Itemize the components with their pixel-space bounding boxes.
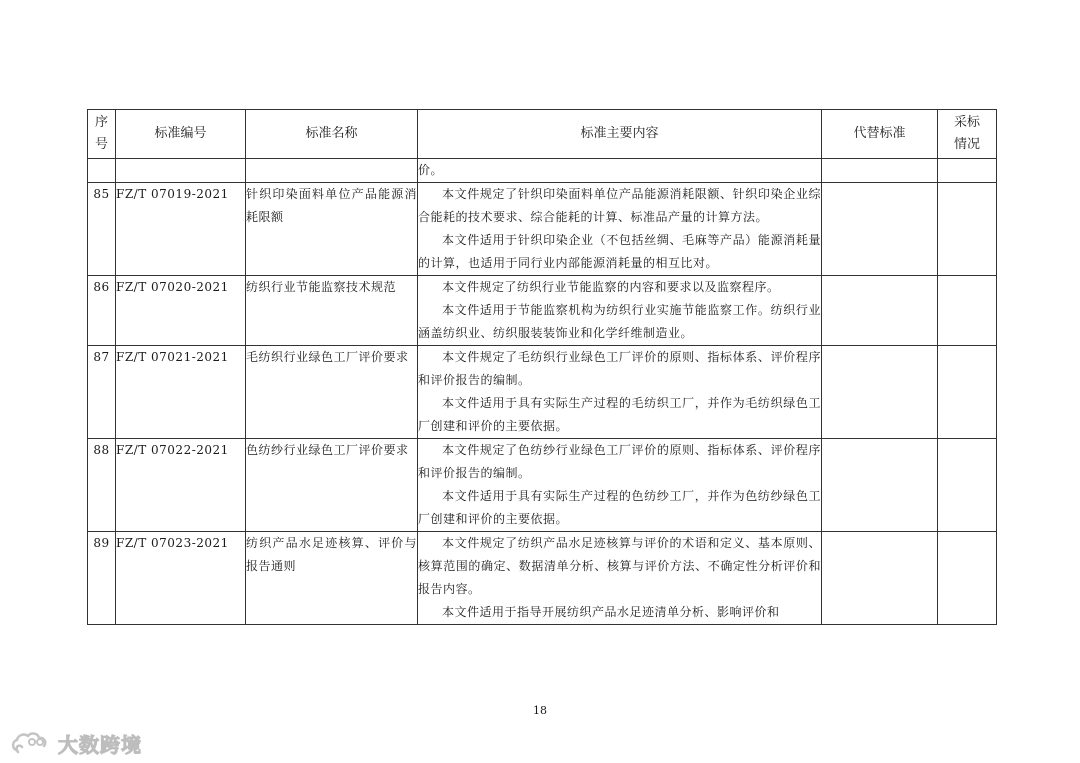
standard-content bbox=[418, 276, 822, 346]
header-name: 标准名称 bbox=[246, 110, 418, 159]
adopt-cell bbox=[938, 183, 997, 276]
standard-code: FZ/T 07023-2021 bbox=[116, 532, 246, 625]
standard-name: 毛纺织行业绿色工厂评价要求 bbox=[246, 346, 418, 439]
standard-content bbox=[418, 439, 822, 532]
content-paragraph: 本文件规定了针织印染面料单位产品能源消耗限额、针织印染企业综合能耗的技术要求、综合能耗的计算、标准品产量的计算方法。 bbox=[418, 187, 821, 224]
header-adopt: 采标情况 bbox=[938, 110, 997, 159]
page-number: 18 bbox=[533, 704, 547, 717]
standards-table bbox=[87, 109, 997, 625]
standard-code: FZ/T 07019-2021 bbox=[116, 183, 246, 276]
row-number: 85 bbox=[88, 183, 116, 276]
replace-cell bbox=[822, 276, 938, 346]
table-row bbox=[88, 276, 997, 346]
standard-content bbox=[418, 183, 822, 276]
adopt-cell bbox=[938, 532, 997, 625]
standard-code: FZ/T 07020-2021 bbox=[116, 276, 246, 346]
standard-code: FZ/T 07021-2021 bbox=[116, 346, 246, 439]
standard-name: 纺织行业节能监察技术规范 bbox=[246, 276, 418, 346]
continuation-text: 价。 bbox=[418, 159, 822, 183]
header-seq: 序号 bbox=[88, 110, 116, 159]
standard-code: FZ/T 07022-2021 bbox=[116, 439, 246, 532]
header-replace: 代替标准 bbox=[822, 110, 938, 159]
content-paragraph: 本文件规定了纺织产品水足迹核算与评价的术语和定义、基本原则、核算范围的确定、数据清单分析、核算与评价方法、不确定性分析评价和报告内容。 bbox=[418, 536, 821, 596]
content-paragraph: 本文件适用于针织印染企业（不包括丝绸、毛麻等产品）能源消耗量的计算，也适用于同行业内部能源消耗量的相互比对。 bbox=[418, 233, 821, 270]
content-paragraph: 本文件规定了毛纺织行业绿色工厂评价的原则、指标体系、评价程序和评价报告的编制。 bbox=[418, 350, 821, 387]
table-row bbox=[88, 439, 997, 532]
replace-cell bbox=[822, 183, 938, 276]
standard-name: 色纺纱行业绿色工厂评价要求 bbox=[246, 439, 418, 532]
content-paragraph: 本文件规定了色纺纱行业绿色工厂评价的原则、指标体系、评价程序和评价报告的编制。 bbox=[418, 443, 821, 480]
content-paragraph: 本文件规定了纺织行业节能监察的内容和要求以及监察程序。 bbox=[442, 280, 780, 294]
table-row bbox=[88, 183, 997, 276]
adopt-cell bbox=[938, 439, 997, 532]
replace-cell bbox=[822, 346, 938, 439]
standard-content bbox=[418, 346, 822, 439]
table-header-row bbox=[88, 110, 997, 159]
table-row bbox=[88, 532, 997, 625]
table-row bbox=[88, 346, 997, 439]
content-paragraph: 本文件适用于节能监察机构为纺织行业实施节能监察工作。纺织行业涵盖纺织业、纺织服装装饰业和化学纤维制造业。 bbox=[418, 303, 821, 340]
standard-name: 纺织产品水足迹核算、评价与报告通则 bbox=[246, 532, 418, 625]
adopt-cell bbox=[938, 276, 997, 346]
cloud-logo-icon bbox=[10, 730, 54, 756]
continuation-row bbox=[88, 159, 997, 183]
replace-cell bbox=[822, 532, 938, 625]
content-paragraph: 本文件适用于具有实际生产过程的色纺纱工厂，并作为色纺纱绿色工厂创建和评价的主要依据。 bbox=[418, 489, 821, 526]
row-number: 87 bbox=[88, 346, 116, 439]
header-content: 标准主要内容 bbox=[418, 110, 822, 159]
watermark bbox=[10, 728, 142, 758]
content-paragraph: 本文件适用于指导开展纺织产品水足迹清单分析、影响评价和 bbox=[442, 605, 780, 619]
row-number: 86 bbox=[88, 276, 116, 346]
standard-name: 针织印染面料单位产品能源消耗限额 bbox=[246, 183, 418, 276]
content-paragraph: 本文件适用于具有实际生产过程的毛纺织工厂，并作为毛纺织绿色工厂创建和评价的主要依据。 bbox=[418, 396, 821, 433]
replace-cell bbox=[822, 439, 938, 532]
standard-content bbox=[418, 532, 822, 625]
row-number: 89 bbox=[88, 532, 116, 625]
row-number: 88 bbox=[88, 439, 116, 532]
header-code: 标准编号 bbox=[116, 110, 246, 159]
adopt-cell bbox=[938, 346, 997, 439]
watermark-text: 大数跨境 bbox=[58, 732, 142, 757]
